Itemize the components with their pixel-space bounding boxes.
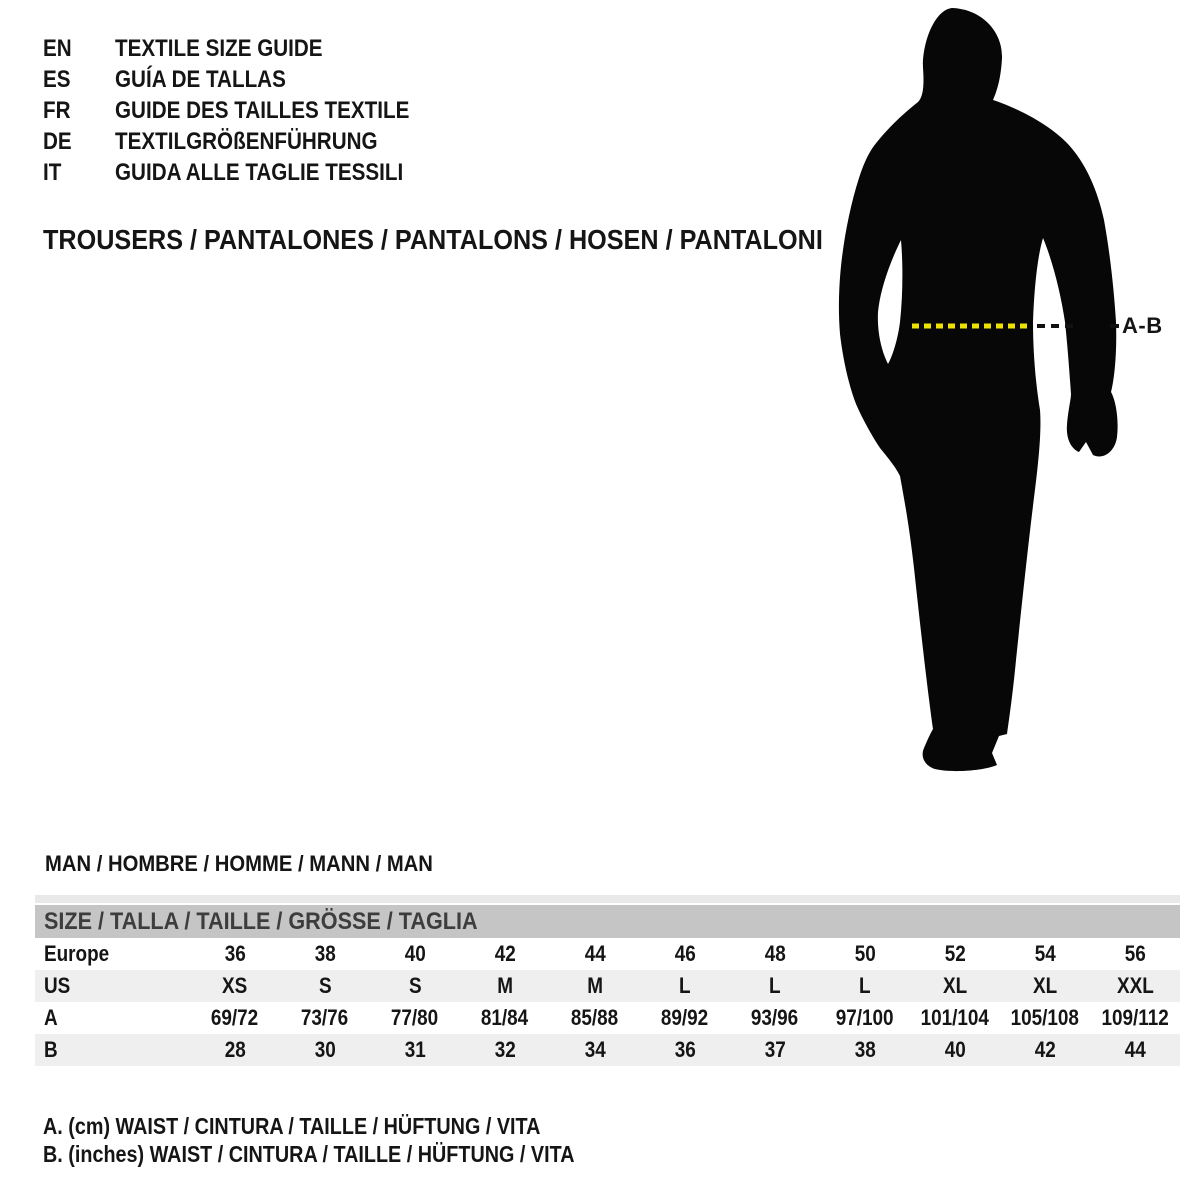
size-table-body xyxy=(35,938,1180,1066)
size-cell xyxy=(1000,1002,1090,1034)
size-value: 101/104 xyxy=(920,1005,990,1030)
size-value: S xyxy=(408,973,422,998)
row-label-text: A xyxy=(44,1005,58,1030)
size-value: 50 xyxy=(854,941,876,966)
size-value: 38 xyxy=(314,941,336,966)
size-cell xyxy=(460,970,550,1002)
language-label: GUIDA ALLE TAGLIE TESSILI xyxy=(115,158,404,186)
size-value: 52 xyxy=(944,941,966,966)
size-value: 44 xyxy=(584,941,606,966)
row-label xyxy=(35,970,190,1002)
size-value: XL xyxy=(942,973,968,998)
size-value: 40 xyxy=(944,1037,966,1062)
size-cell xyxy=(550,970,640,1002)
row-label-text: US xyxy=(44,973,71,998)
size-value: 37 xyxy=(764,1037,786,1062)
language-code-text: ES xyxy=(43,65,71,93)
measurement-label: A-B xyxy=(1122,313,1163,338)
size-cell xyxy=(820,938,910,970)
size-cell xyxy=(370,938,460,970)
row-label xyxy=(35,1034,190,1066)
category-title-text: TROUSERS / PANTALONES / PANTALONS / HOSEN / PANTALONI xyxy=(43,224,823,255)
size-value: 109/112 xyxy=(1101,1005,1169,1030)
size-value: XS xyxy=(222,973,248,998)
size-cell xyxy=(460,938,550,970)
size-cell xyxy=(1000,970,1090,1002)
size-cell xyxy=(910,1034,1000,1066)
size-cell xyxy=(640,970,730,1002)
size-cell xyxy=(640,938,730,970)
size-value: 54 xyxy=(1034,941,1056,966)
size-cell xyxy=(190,938,280,970)
table-row xyxy=(35,1002,1180,1034)
size-value: 73/76 xyxy=(301,1005,349,1030)
size-cell xyxy=(910,1002,1000,1034)
size-cell xyxy=(370,1002,460,1034)
size-cell xyxy=(280,970,370,1002)
size-cell xyxy=(730,1034,820,1066)
size-value: 46 xyxy=(674,941,696,966)
size-cell xyxy=(820,970,910,1002)
size-value: 81/84 xyxy=(481,1005,529,1030)
row-label-text: B xyxy=(44,1037,58,1062)
size-value: 44 xyxy=(1124,1037,1146,1062)
size-value: 34 xyxy=(584,1037,606,1062)
row-label-text: Europe xyxy=(44,941,110,966)
size-value: S xyxy=(318,973,332,998)
size-table xyxy=(35,905,1180,1066)
size-value: 42 xyxy=(1034,1037,1056,1062)
size-table-header xyxy=(35,905,1180,938)
language-code-text: DE xyxy=(43,127,72,155)
size-cell xyxy=(460,1002,550,1034)
table-row xyxy=(35,1034,1180,1066)
size-cell xyxy=(280,1002,370,1034)
footnote-a xyxy=(43,1112,661,1140)
size-cell xyxy=(1000,1034,1090,1066)
size-cell xyxy=(280,938,370,970)
size-cell xyxy=(730,1002,820,1034)
size-cell xyxy=(1090,938,1180,970)
size-cell xyxy=(730,938,820,970)
size-value: XL xyxy=(1032,973,1058,998)
size-cell xyxy=(1000,938,1090,970)
size-cell xyxy=(550,1034,640,1066)
size-value: 77/80 xyxy=(391,1005,439,1030)
language-label: TEXTILGRÖßENFÜHRUNG xyxy=(115,127,378,155)
size-value: 48 xyxy=(764,941,786,966)
size-value: 28 xyxy=(224,1037,246,1062)
size-value: M xyxy=(497,973,513,998)
table-row xyxy=(35,970,1180,1002)
size-value: 36 xyxy=(224,941,246,966)
size-value: 36 xyxy=(674,1037,696,1062)
row-label xyxy=(35,938,190,970)
size-value: 40 xyxy=(404,941,426,966)
size-value: 69/72 xyxy=(211,1005,259,1030)
size-cell xyxy=(370,970,460,1002)
size-table-grid xyxy=(35,938,1180,1066)
size-table-header-text: SIZE / TALLA / TAILLE / GRÖSSE / TAGLIA xyxy=(44,907,478,935)
language-label: GUIDE DES TAILLES TEXTILE xyxy=(115,96,410,124)
size-value: 31 xyxy=(404,1037,426,1062)
size-cell xyxy=(370,1034,460,1066)
size-value: 32 xyxy=(494,1037,516,1062)
size-value: M xyxy=(587,973,603,998)
size-cell xyxy=(640,1034,730,1066)
footnote-b xyxy=(43,1140,661,1168)
row-label xyxy=(35,1002,190,1034)
size-value: 105/108 xyxy=(1010,1005,1080,1030)
size-value: XXL xyxy=(1116,973,1154,998)
size-cell xyxy=(190,1034,280,1066)
language-label: GUÍA DE TALLAS xyxy=(115,65,286,93)
language-code-text: IT xyxy=(43,158,62,186)
footnotes xyxy=(43,1112,661,1168)
size-cell xyxy=(550,1002,640,1034)
size-value: 93/96 xyxy=(751,1005,799,1030)
size-cell xyxy=(730,970,820,1002)
size-cell xyxy=(190,970,280,1002)
table-top-strip xyxy=(35,895,1180,903)
size-value: L xyxy=(769,973,781,998)
size-value: 30 xyxy=(314,1037,336,1062)
language-code-text: EN xyxy=(43,34,72,62)
size-value: 85/88 xyxy=(571,1005,619,1030)
footnote-b-text: B. (inches) WAIST / CINTURA / TAILLE / HÜFTUNG / VITA xyxy=(43,1141,575,1167)
size-cell xyxy=(550,938,640,970)
language-code-text: FR xyxy=(43,96,71,124)
size-cell xyxy=(820,1002,910,1034)
size-cell xyxy=(460,1034,550,1066)
size-cell xyxy=(820,1034,910,1066)
size-cell xyxy=(1090,1002,1180,1034)
size-cell xyxy=(910,970,1000,1002)
size-cell xyxy=(910,938,1000,970)
size-cell xyxy=(190,1002,280,1034)
footnote-a-text: A. (cm) WAIST / CINTURA / TAILLE / HÜFTUNG / VITA xyxy=(43,1113,541,1139)
size-cell xyxy=(640,1002,730,1034)
silhouette-body xyxy=(839,8,1118,771)
size-value: 38 xyxy=(854,1037,876,1062)
gender-title-text: MAN / HOMBRE / HOMME / MANN / MAN xyxy=(45,851,433,876)
table-row xyxy=(35,938,1180,970)
size-value: L xyxy=(859,973,871,998)
language-label: TEXTILE SIZE GUIDE xyxy=(115,34,323,62)
size-value: L xyxy=(679,973,691,998)
gender-title xyxy=(45,851,467,877)
size-value: 42 xyxy=(494,941,516,966)
size-value: 97/100 xyxy=(836,1005,894,1030)
size-cell xyxy=(1090,1034,1180,1066)
size-value: 56 xyxy=(1124,941,1146,966)
size-value: 89/92 xyxy=(661,1005,709,1030)
size-cell xyxy=(280,1034,370,1066)
size-cell xyxy=(1090,970,1180,1002)
